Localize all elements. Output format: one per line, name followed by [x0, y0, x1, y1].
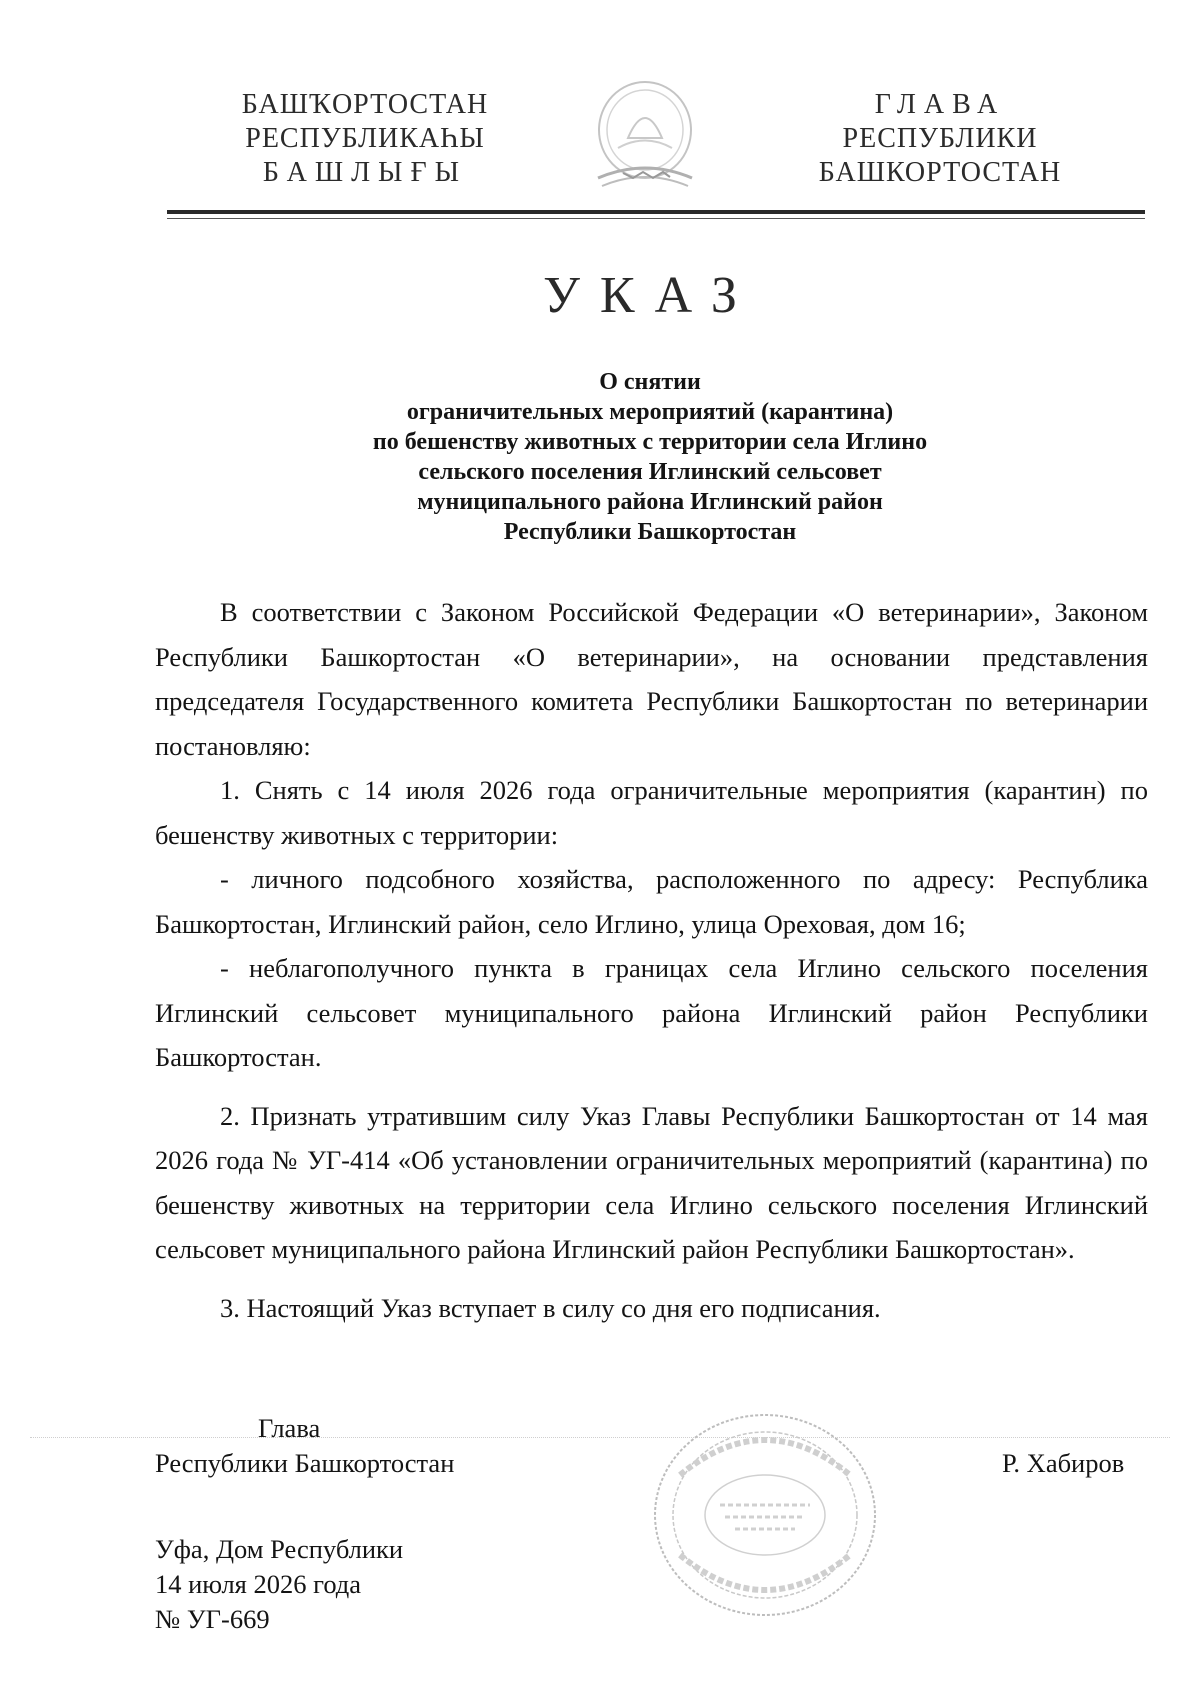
signature-title-line-1: Глава: [258, 1413, 321, 1443]
header-divider-thick: [167, 210, 1145, 214]
header-left-block: [215, 88, 515, 190]
item-3-paragraph: 3. Настоящий Указ вступает в силу со дня его подписания.: [220, 1292, 881, 1323]
footer-place: Уфа, Дом Республики: [155, 1534, 404, 1564]
signatory-name: Р. Хабиров: [1002, 1448, 1125, 1478]
signature-title-line-2: Республики Башкортостан: [155, 1448, 455, 1478]
header-left-line-3: БАШЛЫҒЫ: [262, 157, 468, 188]
header-divider-thin: [167, 218, 1145, 219]
header-right-line-1: ГЛАВА: [874, 89, 1006, 120]
footer-number: № УГ-669: [155, 1604, 270, 1634]
coat-of-arms-emblem-icon: [588, 78, 703, 208]
subject-line: муниципального района Иглинский район: [417, 489, 883, 515]
item-1-paragraph: 1. Снять с 14 июля 2026 года ограничительные мероприятия (карантин) по бешенству животных с территории:: [155, 775, 1148, 850]
header-right-line-3: БАШКОРТОСТАН: [818, 157, 1062, 188]
document-subject: [200, 367, 1100, 547]
subject-line: по бешенству животных с территории села Иглино: [372, 429, 928, 455]
footer-date: 14 июля 2026 года: [155, 1569, 362, 1599]
preamble-paragraph: В соответствии с Законом Российской Федерации «О ветеринарии», Законом Республики Башкортостан «О ветеринарии», на основании представления председателя Государственного комитета Республики Башкортостан по ветеринарии постановляю:: [155, 597, 1148, 761]
header-right-line-2: РЕСПУБЛИКИ: [842, 123, 1038, 154]
document-title: УКАЗ: [543, 267, 757, 324]
document-footer: [155, 1532, 403, 1637]
subject-line: сельского поселения Иглинский сельсовет: [418, 459, 882, 485]
header-left-line-1: БАШҠОРТОСТАН: [241, 89, 489, 120]
official-seal-stamp-icon: [640, 1405, 890, 1625]
item-2-paragraph: 2. Признать утратившим силу Указ Главы Республики Башкортостан от 14 мая 2026 года № УГ-414 «Об установлении ограничительных мероприятий (карантина) по бешенству животных на территории села Иглино сельского поселения Иглинский сельсовет муниципального района Иглинский район Республики Башкортостан».: [155, 1100, 1148, 1264]
scan-artifact-line: [30, 1437, 1170, 1439]
header-right-block: [790, 88, 1090, 190]
subject-line: Республики Башкортостан: [503, 519, 797, 545]
header-left-line-2: РЕСПУБЛИКАҺЫ: [245, 123, 485, 154]
document-body: [155, 590, 1148, 1330]
item-1a-paragraph: - личного подсобного хозяйства, расположенного по адресу: Республика Башкортостан, Иглинский район, село Иглино, улица Ореховая, дом 16;: [155, 864, 1148, 939]
subject-line: О снятии: [599, 369, 701, 395]
subject-line: ограничительных мероприятий (карантина): [406, 399, 894, 425]
item-1b-paragraph: - неблагополучного пункта в границах села Иглино сельского поселения Иглинский сельсовет муниципального района Иглинский район Республики Башкортостан.: [155, 953, 1148, 1072]
